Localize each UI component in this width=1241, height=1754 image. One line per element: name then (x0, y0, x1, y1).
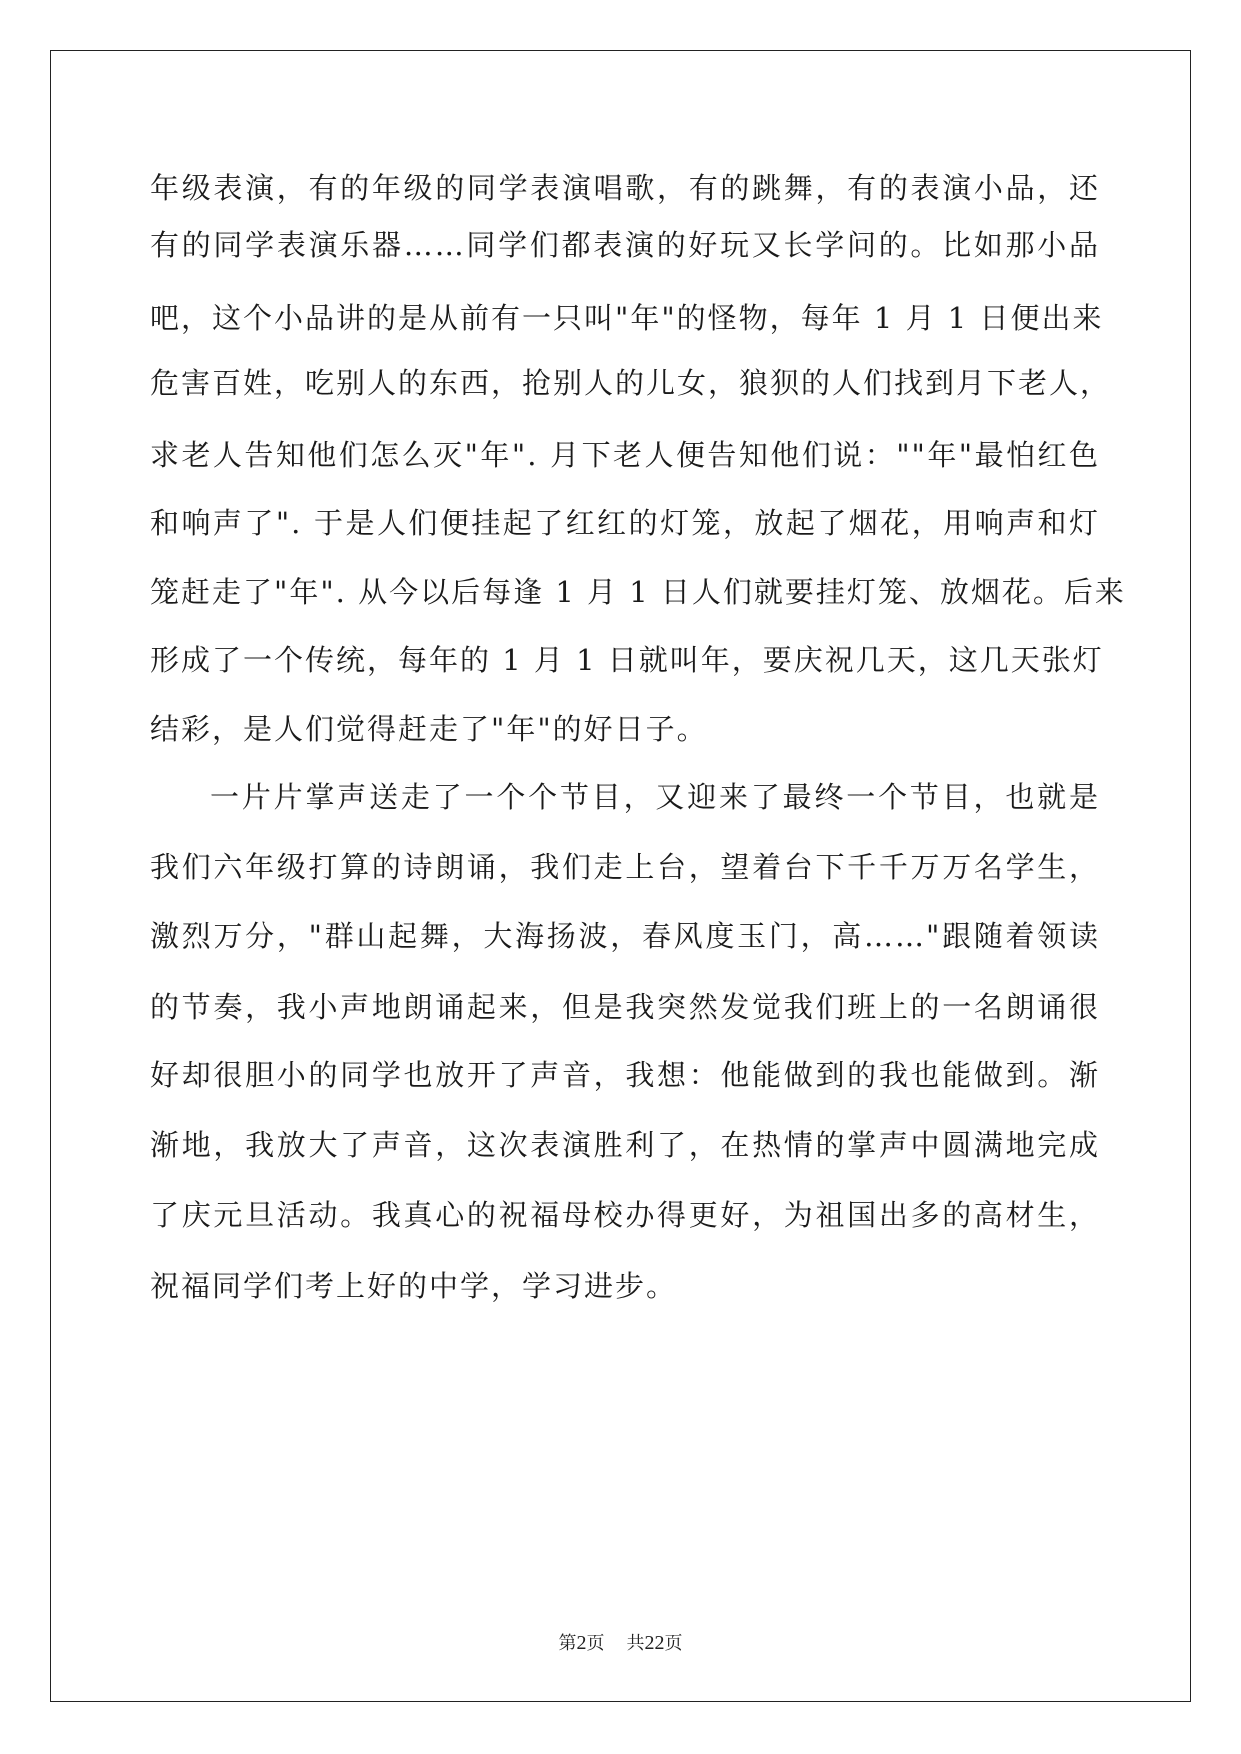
paragraph-line: 危害百姓，吃别人的东西，抢别人的儿女，狼狈的人们找到月下老人， (150, 366, 1112, 400)
paragraph-line: 和响声了". 于是人们便挂起了红红的灯笼，放起了烟花，用响声和灯 (150, 506, 1100, 540)
page-suffix: 页 (586, 1633, 605, 1654)
page-prefix: 第 (558, 1633, 577, 1654)
paragraph-line: 有的同学表演乐器……同学们都表演的好玩又长学问的。比如那小品 (150, 228, 1100, 262)
paragraph-line: 渐地，我放大了声音，这次表演胜利了，在热情的掌声中圆满地完成 (150, 1128, 1100, 1162)
paragraph-line: 求老人告知他们怎么灭"年". 月下老人便告知他们说：""年"最怕红色 (150, 438, 1100, 472)
paragraph-line: 了庆元旦活动。我真心的祝福母校办得更好，为祖国出多的高材生， (150, 1198, 1100, 1232)
paragraph-line: 形成了一个传统，每年的 1 月 1 日就叫年，要庆祝几天，这几天张灯 (150, 643, 1104, 677)
paragraph-line: 年级表演，有的年级的同学表演唱歌，有的跳舞，有的表演小品，还 (150, 171, 1100, 205)
page-number: 2 (576, 1632, 587, 1654)
paragraph-line: 一片片掌声送走了一个个节目，又迎来了最终一个节目，也就是 (210, 780, 1100, 814)
total-pages: 22 (644, 1632, 665, 1654)
paragraph-line: 笼赶走了"年". 从今以后每逢 1 月 1 日人们就要挂灯笼、放烟花。后来 (150, 575, 1126, 609)
paragraph-line: 结彩，是人们觉得赶走了"年"的好日子。 (150, 712, 708, 746)
paragraph-line: 祝福同学们考上好的中学，学习进步。 (150, 1269, 678, 1303)
total-suffix: 页 (664, 1633, 683, 1654)
paragraph-line: 好却很胆小的同学也放开了声音，我想：他能做到的我也能做到。渐 (150, 1058, 1100, 1092)
paragraph-line: 激烈万分，"群山起舞，大海扬波，春风度玉门，高……"跟随着领读 (150, 919, 1100, 953)
paragraph-line: 我们六年级打算的诗朗诵，我们走上台，望着台下千千万万名学生， (150, 850, 1100, 884)
paragraph-line: 的节奏，我小声地朗诵起来，但是我突然发觉我们班上的一名朗诵很 (150, 990, 1100, 1024)
page-footer (0, 1631, 1241, 1656)
total-prefix: 共 (626, 1633, 645, 1654)
paragraph-line: 吧，这个小品讲的是从前有一只叫"年"的怪物，每年 1 月 1 日便出来 (150, 301, 1104, 335)
